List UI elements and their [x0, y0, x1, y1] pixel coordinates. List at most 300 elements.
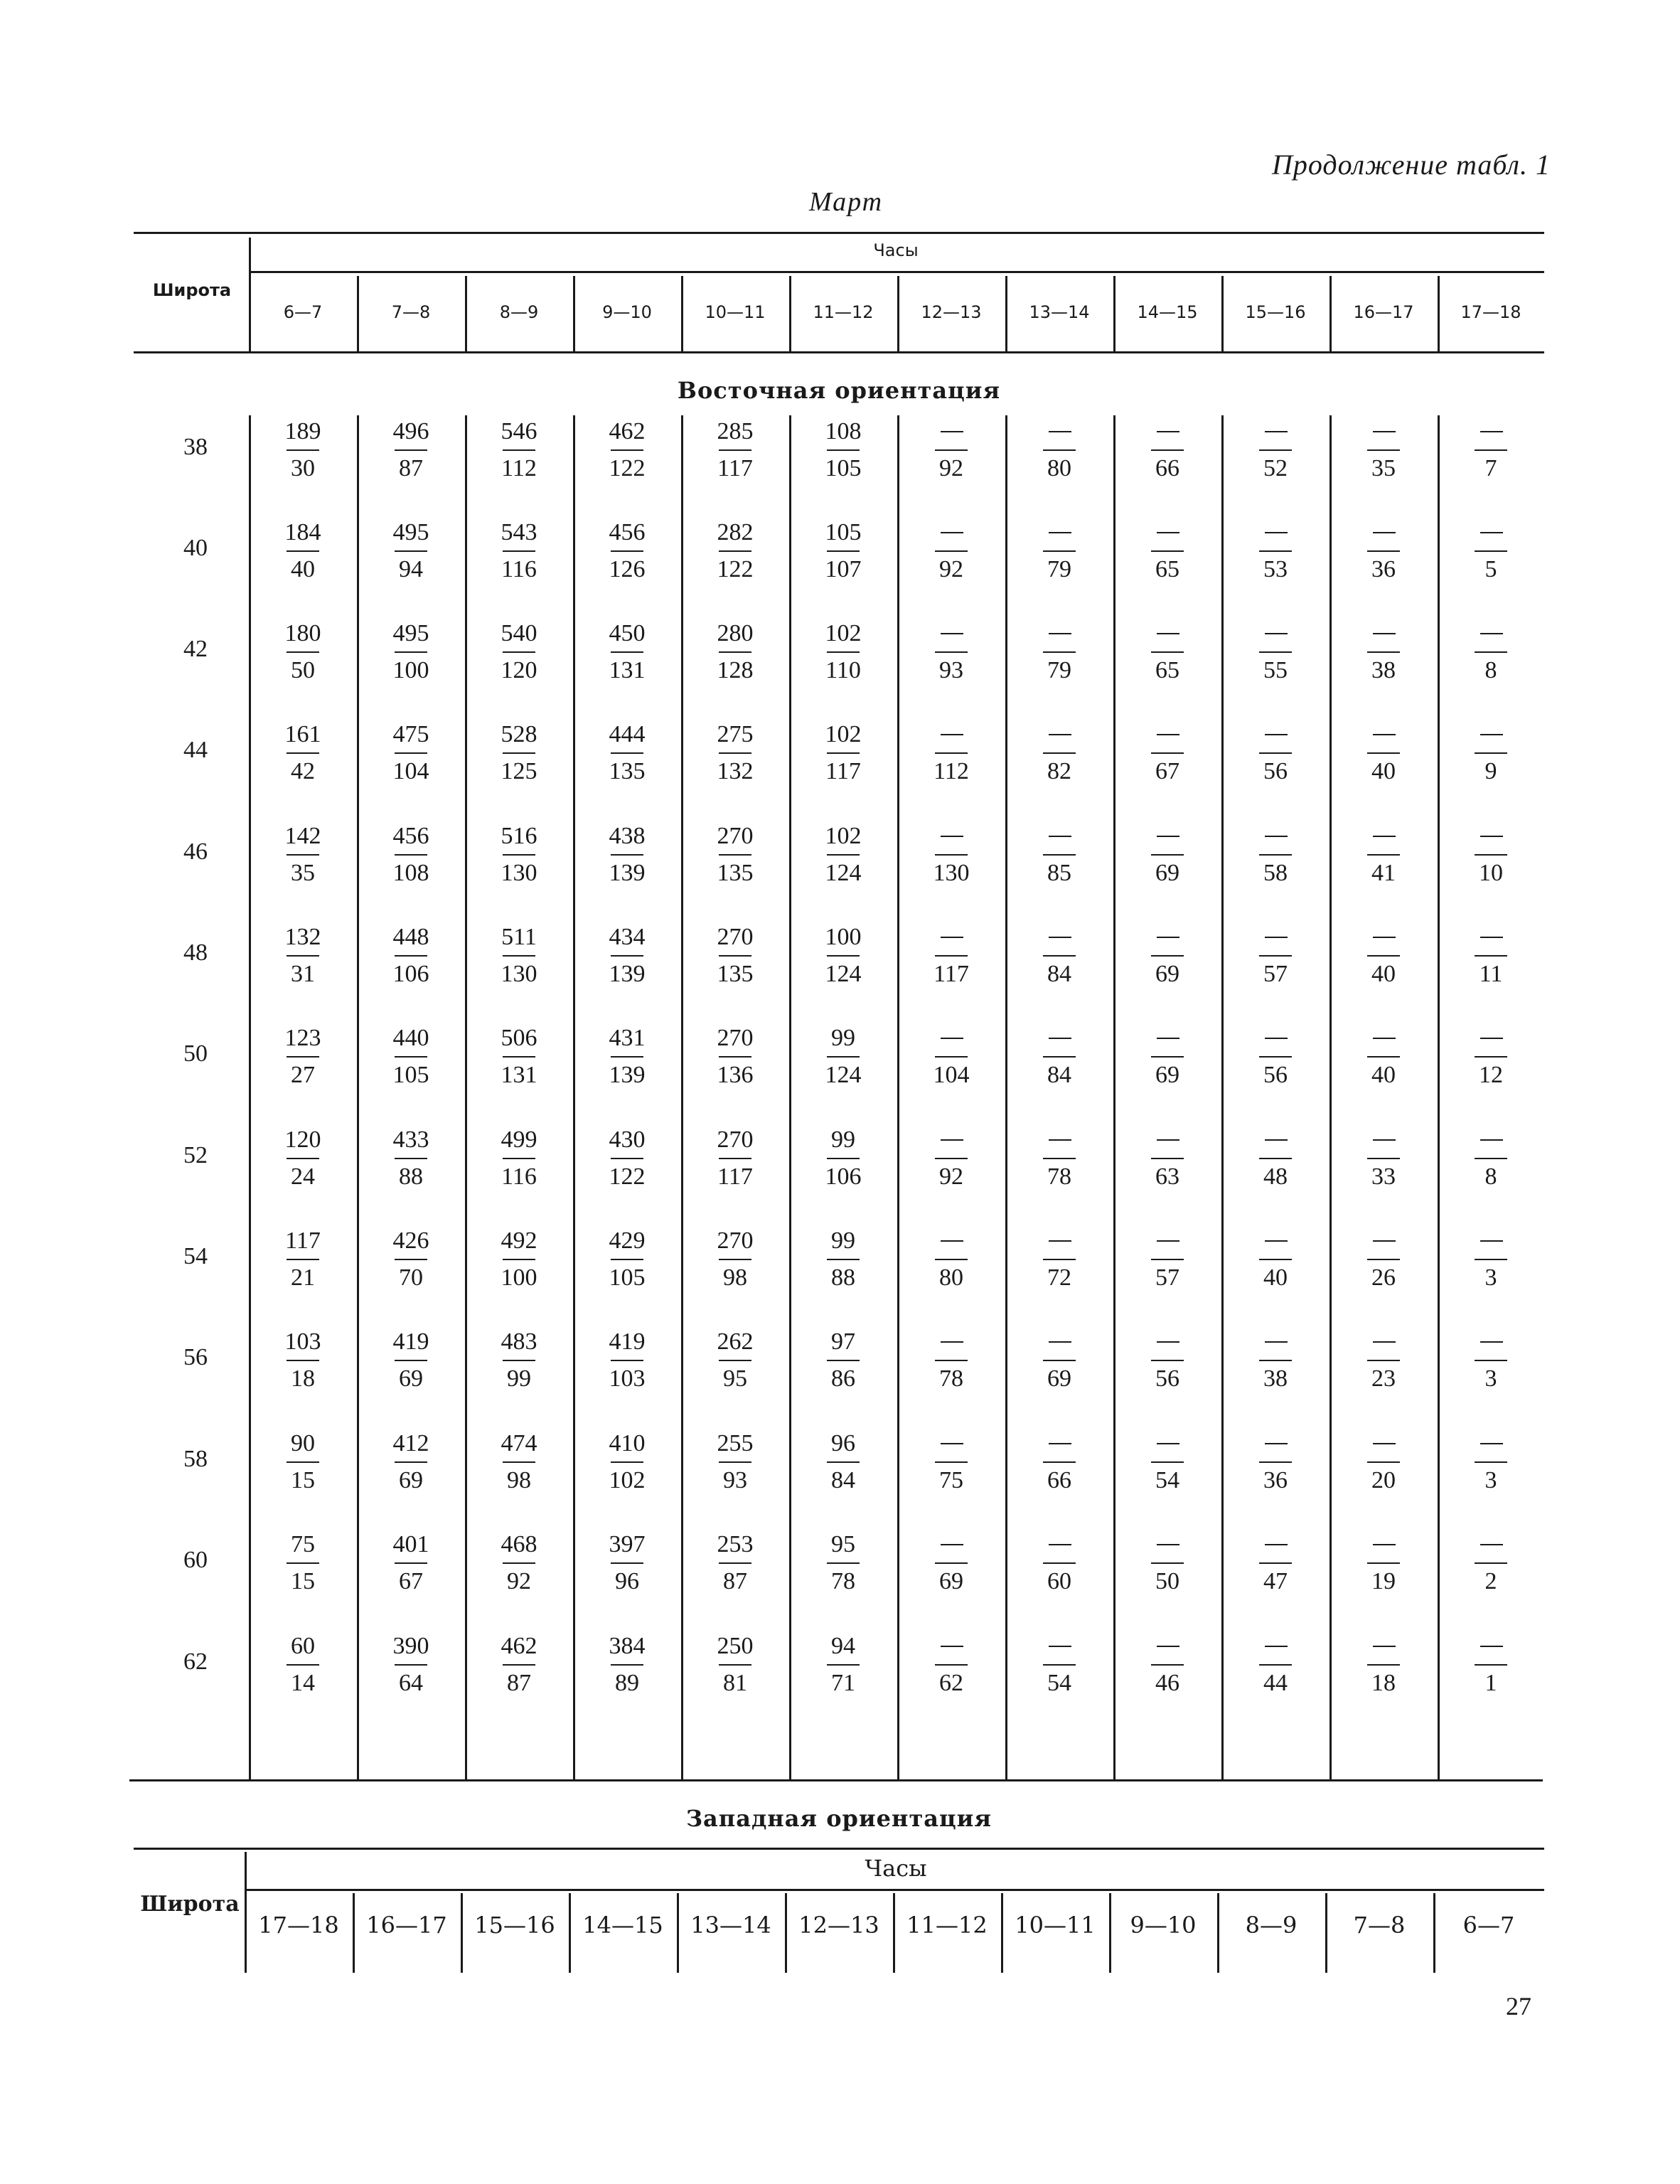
hours-header: Часы — [873, 240, 919, 260]
cell-denominator: 5 — [1484, 556, 1497, 582]
cell-numerator: 60 — [291, 1633, 315, 1659]
cell-denominator: 2 — [1484, 1568, 1497, 1594]
empty-dash — [1157, 633, 1179, 634]
empty-dash — [1157, 1341, 1179, 1343]
column-divider — [357, 276, 359, 351]
fraction-bar — [1151, 651, 1184, 653]
fraction-bar — [1475, 955, 1507, 957]
fraction-bar — [719, 550, 751, 552]
cell-denominator: 100 — [501, 1264, 537, 1291]
empty-dash — [1157, 1443, 1179, 1444]
cell-denominator: 110 — [825, 657, 861, 683]
cell-denominator: 139 — [609, 1062, 646, 1088]
table-cell — [1243, 1531, 1307, 1602]
fraction-bar — [611, 1259, 643, 1260]
fraction-bar — [935, 651, 968, 653]
table-cell — [919, 418, 983, 489]
fraction-bar — [719, 1360, 751, 1361]
table-cell — [1459, 1633, 1523, 1704]
fraction-bar — [395, 854, 427, 856]
cell-denominator: 104 — [392, 758, 429, 784]
hours-header-west: Часы — [865, 1855, 927, 1882]
fraction-bar — [503, 1360, 535, 1361]
hour-column-header-west: 8—9 — [1245, 1912, 1298, 1939]
column-divider — [249, 415, 251, 1779]
cell-numerator: 117 — [285, 1227, 321, 1254]
fraction-bar — [827, 1360, 860, 1361]
hour-column-header-west: 11—12 — [906, 1912, 988, 1939]
table-cell — [487, 721, 551, 792]
cell-numerator: 270 — [717, 823, 754, 849]
table-cell — [487, 823, 551, 894]
cell-denominator: 52 — [1263, 455, 1288, 481]
table-cell — [1243, 1328, 1307, 1400]
empty-dash — [941, 1341, 963, 1343]
cell-numerator: 511 — [501, 924, 537, 950]
fraction-bar — [1043, 651, 1076, 653]
cell-denominator: 85 — [1047, 860, 1071, 886]
cell-denominator: 40 — [291, 556, 315, 582]
empty-dash — [941, 1646, 963, 1647]
empty-dash — [1265, 1341, 1288, 1343]
cell-denominator: 94 — [399, 556, 423, 582]
hour-column-header: 6—7 — [283, 302, 323, 322]
table-cell — [1135, 823, 1199, 894]
table-cell — [1459, 620, 1523, 691]
cell-numerator: 438 — [609, 823, 646, 849]
fraction-bar — [503, 1664, 535, 1666]
fraction-bar — [1475, 1158, 1507, 1159]
table-cell — [1135, 721, 1199, 792]
column-divider — [785, 1893, 787, 1973]
cell-numerator: 270 — [717, 1025, 754, 1051]
cell-numerator: 419 — [609, 1328, 646, 1355]
empty-dash — [1049, 633, 1071, 634]
empty-dash — [1480, 937, 1503, 938]
section-title-east: Восточная ориентация — [677, 377, 1001, 404]
table-cell — [379, 823, 443, 894]
table-cell — [1243, 1227, 1307, 1299]
column-divider — [1005, 415, 1007, 1779]
empty-dash — [1265, 937, 1288, 938]
table-cell — [1135, 1227, 1199, 1299]
cell-numerator: 105 — [825, 519, 862, 545]
table-top-rule — [134, 232, 1544, 234]
fraction-bar — [935, 752, 968, 754]
fraction-bar — [827, 752, 860, 754]
hour-column-header: 7—8 — [391, 302, 431, 322]
table-cell — [703, 1328, 767, 1400]
cell-denominator: 87 — [399, 455, 423, 481]
empty-dash — [1373, 836, 1396, 837]
table-cell — [703, 823, 767, 894]
table-cell — [271, 1531, 335, 1602]
cell-numerator: 103 — [284, 1328, 321, 1355]
fraction-bar — [827, 1461, 860, 1463]
table-cell — [1352, 620, 1416, 691]
fraction-bar — [719, 1056, 751, 1058]
table-cell — [487, 1633, 551, 1704]
fraction-bar — [1043, 1259, 1076, 1260]
cell-numerator: 280 — [717, 620, 754, 646]
table-cell — [595, 1025, 659, 1096]
hour-column-header: 9—10 — [602, 302, 652, 322]
cell-denominator: 135 — [609, 758, 646, 784]
fraction-bar — [395, 449, 427, 451]
table-cell — [271, 1025, 335, 1096]
empty-dash — [1157, 532, 1179, 533]
fraction-bar — [1259, 955, 1292, 957]
cell-numerator: 506 — [501, 1025, 537, 1051]
table-cell — [1459, 721, 1523, 792]
cell-denominator: 98 — [723, 1264, 747, 1291]
cell-denominator: 116 — [501, 1163, 537, 1190]
table-cell — [1243, 823, 1307, 894]
cell-denominator: 8 — [1484, 1163, 1497, 1190]
table-cell — [379, 1531, 443, 1602]
cell-denominator: 54 — [1047, 1670, 1071, 1696]
cell-numerator: 444 — [609, 721, 646, 747]
cell-denominator: 33 — [1371, 1163, 1396, 1190]
table-bottom-rule — [129, 1779, 1543, 1781]
cell-denominator: 1 — [1484, 1670, 1497, 1696]
cell-numerator: 419 — [392, 1328, 429, 1355]
fraction-bar — [611, 1461, 643, 1463]
cell-numerator: 96 — [831, 1430, 855, 1456]
empty-dash — [1373, 937, 1396, 938]
empty-dash — [1373, 1139, 1396, 1141]
hour-column-header-west: 12—13 — [798, 1912, 879, 1939]
fraction-bar — [719, 752, 751, 754]
cell-denominator: 95 — [723, 1365, 747, 1392]
latitude-value: 40 — [183, 535, 208, 561]
fraction-bar — [1151, 752, 1184, 754]
cell-numerator: 282 — [717, 519, 754, 545]
table-cell — [811, 620, 875, 691]
cell-denominator: 128 — [717, 657, 754, 683]
table-cell — [595, 924, 659, 995]
cell-denominator: 24 — [291, 1163, 315, 1190]
table-cell — [271, 1430, 335, 1501]
table-cell — [1135, 1328, 1199, 1400]
fraction-bar — [395, 1461, 427, 1463]
cell-denominator: 79 — [1047, 556, 1071, 582]
fraction-bar — [1151, 1562, 1184, 1564]
table-cell — [811, 721, 875, 792]
column-divider — [677, 1893, 679, 1973]
column-divider — [357, 415, 359, 1779]
hours-header-rule — [249, 271, 1544, 273]
cell-numerator: 433 — [392, 1126, 429, 1153]
fraction-bar — [1259, 1562, 1292, 1564]
table-cell — [1135, 1531, 1199, 1602]
fraction-bar — [935, 1259, 968, 1260]
empty-dash — [1373, 1240, 1396, 1242]
fraction-bar — [935, 1360, 968, 1361]
empty-dash — [1265, 633, 1288, 634]
column-divider — [1113, 276, 1115, 351]
fraction-bar — [287, 449, 319, 451]
table-cell — [1459, 823, 1523, 894]
cell-denominator: 103 — [609, 1365, 646, 1392]
empty-dash — [1480, 734, 1503, 735]
empty-dash — [1373, 1646, 1396, 1647]
empty-dash — [941, 431, 963, 432]
fraction-bar — [1151, 1664, 1184, 1666]
fraction-bar — [611, 449, 643, 451]
table-cell — [1243, 519, 1307, 590]
cell-denominator: 10 — [1479, 860, 1503, 886]
table-cell — [271, 620, 335, 691]
cell-denominator: 124 — [825, 860, 862, 886]
cell-denominator: 38 — [1263, 1365, 1288, 1392]
empty-dash — [1157, 1544, 1179, 1545]
cell-denominator: 40 — [1371, 758, 1396, 784]
fraction-bar — [287, 651, 319, 653]
cell-denominator: 9 — [1484, 758, 1497, 784]
fraction-bar — [719, 1158, 751, 1159]
empty-dash — [1265, 1240, 1288, 1242]
table-cell — [1135, 620, 1199, 691]
cell-denominator: 72 — [1047, 1264, 1071, 1291]
fraction-bar — [611, 550, 643, 552]
table-cell — [1352, 1430, 1416, 1501]
cell-denominator: 131 — [501, 1062, 537, 1088]
empty-dash — [1373, 532, 1396, 533]
table-cell — [487, 620, 551, 691]
table-cell — [703, 1430, 767, 1501]
cell-denominator: 130 — [933, 860, 970, 886]
fraction-bar — [287, 854, 319, 856]
fraction-bar — [1259, 752, 1292, 754]
latitude-value: 60 — [183, 1547, 208, 1573]
cell-denominator: 93 — [723, 1467, 747, 1493]
table-cell — [1027, 620, 1091, 691]
empty-dash — [1480, 1240, 1503, 1242]
table-cell — [919, 1430, 983, 1501]
table-cell — [1243, 1633, 1307, 1704]
cell-denominator: 107 — [825, 556, 862, 582]
table-cell — [811, 1328, 875, 1400]
table-cell — [811, 1025, 875, 1096]
table-cell — [379, 1430, 443, 1501]
empty-dash — [1157, 431, 1179, 432]
fraction-bar — [1367, 1158, 1400, 1159]
empty-dash — [1480, 1341, 1503, 1343]
column-divider — [1438, 276, 1440, 351]
empty-dash — [1265, 1443, 1288, 1444]
cell-denominator: 86 — [831, 1365, 855, 1392]
table-cell — [595, 1633, 659, 1704]
fraction-bar — [395, 651, 427, 653]
table-cell — [595, 1126, 659, 1198]
fraction-bar — [395, 1562, 427, 1564]
cell-denominator: 96 — [615, 1568, 639, 1594]
cell-denominator: 15 — [291, 1467, 315, 1493]
fraction-bar — [1475, 752, 1507, 754]
cell-denominator: 18 — [291, 1365, 315, 1392]
column-divider — [1005, 276, 1007, 351]
fraction-bar — [503, 854, 535, 856]
empty-dash — [1373, 734, 1396, 735]
empty-dash — [941, 1544, 963, 1545]
cell-denominator: 131 — [609, 657, 646, 683]
cell-denominator: 27 — [291, 1062, 315, 1088]
cell-numerator: 184 — [284, 519, 321, 545]
cell-numerator: 255 — [717, 1430, 754, 1456]
latitude-value: 42 — [183, 636, 208, 662]
table-cell — [811, 519, 875, 590]
empty-dash — [1265, 1038, 1288, 1039]
cell-denominator: 20 — [1371, 1467, 1396, 1493]
empty-dash — [1049, 1240, 1071, 1242]
column-divider — [1329, 415, 1332, 1779]
table-cell — [487, 418, 551, 489]
empty-dash — [1157, 836, 1179, 837]
cell-numerator: 100 — [825, 924, 862, 950]
cell-denominator: 92 — [939, 455, 963, 481]
table-cell — [1459, 519, 1523, 590]
table-cell — [1135, 418, 1199, 489]
table-cell — [919, 1227, 983, 1299]
cell-numerator: 483 — [501, 1328, 537, 1355]
cell-denominator: 81 — [723, 1670, 747, 1696]
table-cell — [271, 721, 335, 792]
table-cell — [811, 418, 875, 489]
cell-numerator: 253 — [717, 1531, 754, 1557]
hour-column-header-west: 17—18 — [258, 1912, 339, 1939]
table-cell — [1459, 1531, 1523, 1602]
cell-denominator: 89 — [615, 1670, 639, 1696]
table-cell — [811, 1227, 875, 1299]
fraction-bar — [503, 1056, 535, 1058]
table-cell — [919, 823, 983, 894]
fraction-bar — [1367, 651, 1400, 653]
fraction-bar — [719, 449, 751, 451]
cell-numerator: 474 — [501, 1430, 537, 1456]
fraction-bar — [395, 1360, 427, 1361]
empty-dash — [1373, 1544, 1396, 1545]
fraction-bar — [503, 1461, 535, 1463]
cell-denominator: 35 — [1371, 455, 1396, 481]
hour-column-header-west: 10—11 — [1015, 1912, 1096, 1939]
empty-dash — [1049, 1443, 1071, 1444]
column-divider — [465, 415, 467, 1779]
column-divider — [1001, 1893, 1003, 1973]
empty-dash — [1373, 1341, 1396, 1343]
cell-numerator: 429 — [609, 1227, 646, 1254]
empty-dash — [1373, 1443, 1396, 1444]
cell-numerator: 448 — [392, 924, 429, 950]
table-cell — [703, 519, 767, 590]
cell-numerator: 468 — [501, 1531, 537, 1557]
empty-dash — [1265, 734, 1288, 735]
cell-denominator: 139 — [609, 860, 646, 886]
fraction-bar — [935, 854, 968, 856]
cell-denominator: 46 — [1155, 1670, 1179, 1696]
cell-denominator: 14 — [291, 1670, 315, 1696]
cell-denominator: 84 — [831, 1467, 855, 1493]
column-divider — [1221, 276, 1224, 351]
fraction-bar — [935, 449, 968, 451]
cell-numerator: 412 — [392, 1430, 429, 1456]
cell-numerator: 189 — [284, 418, 321, 444]
empty-dash — [1265, 836, 1288, 837]
empty-dash — [1480, 1544, 1503, 1545]
cell-denominator: 135 — [717, 860, 754, 886]
empty-dash — [941, 1240, 963, 1242]
hour-column-header: 10—11 — [705, 302, 766, 322]
fraction-bar — [611, 854, 643, 856]
fraction-bar — [935, 1056, 968, 1058]
fraction-bar — [1259, 449, 1292, 451]
cell-denominator: 50 — [1155, 1568, 1179, 1594]
table-cell — [271, 823, 335, 894]
cell-numerator: 450 — [609, 620, 646, 646]
fraction-bar — [827, 955, 860, 957]
cell-numerator: 492 — [501, 1227, 537, 1254]
fraction-bar — [503, 550, 535, 552]
cell-denominator: 125 — [501, 758, 537, 784]
cell-numerator: 410 — [609, 1430, 646, 1456]
table-cell — [487, 1328, 551, 1400]
table-cell — [703, 1531, 767, 1602]
fraction-bar — [1367, 1259, 1400, 1260]
hour-column-header: 17—18 — [1460, 302, 1521, 322]
cell-denominator: 65 — [1155, 657, 1179, 683]
cell-numerator: 99 — [831, 1126, 855, 1153]
cell-numerator: 285 — [717, 418, 754, 444]
empty-dash — [1373, 1038, 1396, 1039]
empty-dash — [1480, 1646, 1503, 1647]
table-cell — [811, 1430, 875, 1501]
column-divider — [681, 276, 683, 351]
table-cell — [1352, 1531, 1416, 1602]
hour-column-header-west: 6—7 — [1462, 1912, 1515, 1939]
table-cell — [487, 924, 551, 995]
fraction-bar — [1367, 1360, 1400, 1361]
table-cell — [595, 1227, 659, 1299]
table-cell — [271, 1328, 335, 1400]
table-cell — [1352, 1025, 1416, 1096]
table-cell — [1459, 1430, 1523, 1501]
cell-denominator: 35 — [291, 860, 315, 886]
table-cell — [1352, 1126, 1416, 1198]
column-divider — [1217, 1893, 1219, 1973]
table-cell — [811, 823, 875, 894]
table-cell — [1459, 418, 1523, 489]
fraction-bar — [503, 955, 535, 957]
table-cell — [379, 1633, 443, 1704]
fraction-bar — [611, 752, 643, 754]
fraction-bar — [1475, 1056, 1507, 1058]
fraction-bar — [1475, 1360, 1507, 1361]
cell-denominator: 84 — [1047, 961, 1071, 987]
month-title: Март — [808, 187, 884, 217]
table-cell — [919, 924, 983, 995]
cell-denominator: 38 — [1371, 657, 1396, 683]
cell-denominator: 98 — [507, 1467, 531, 1493]
cell-denominator: 8 — [1484, 657, 1497, 683]
fraction-bar — [1043, 1056, 1076, 1058]
cell-denominator: 69 — [399, 1365, 423, 1392]
column-divider — [461, 1893, 463, 1973]
table-cell — [487, 1227, 551, 1299]
empty-dash — [1049, 1646, 1071, 1647]
cell-numerator: 90 — [291, 1430, 315, 1456]
fraction-bar — [1043, 1461, 1076, 1463]
empty-dash — [1049, 937, 1071, 938]
